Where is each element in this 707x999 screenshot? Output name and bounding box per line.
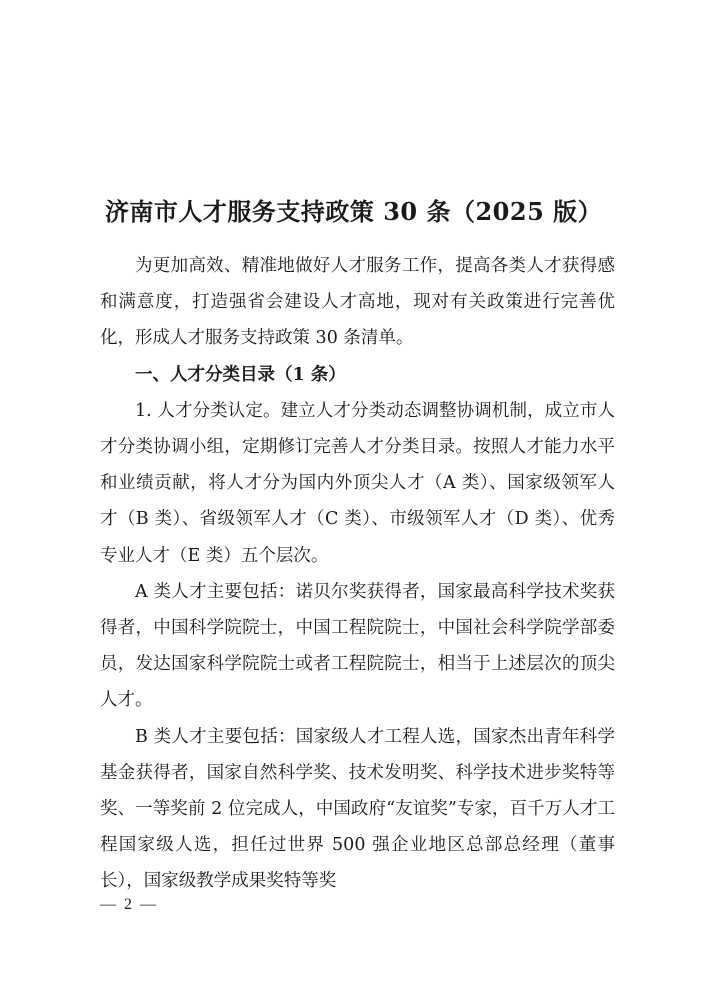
- document-title: 济南市人才服务支持政策 30 条（2025 版）: [104, 197, 603, 226]
- policy-item-paragraph: 1. 人才分类认定。建立人才分类动态调整协调机制，成立市人才分类协调小组，定期修订完善人才分类目录。按照人才能力水平和业绩贡献，将人才分为国内外顶尖人才（A 类）、国家级领军人才（B 类）、省级领军人才（C 类）、市级领军人才（D 类）、优秀专业人才（E 类）五个层次。: [100, 400, 615, 566]
- category-a-paragraph: A 类人才主要包括：诺贝尔奖获得者，国家最高科学技术奖获得者，中国科学院院士，中国工程院院士，中国社会科学院学部委员，发达国家科学院院士或者工程院院士，相当于上述层次的顶尖人才。: [100, 581, 615, 711]
- page-number: — 2 —: [100, 896, 158, 913]
- category-b-paragraph: B 类人才主要包括：国家级人才工程人选，国家杰出青年科学基金获得者，国家自然科学奖、技术发明奖、科学技术进步奖特等奖、一等奖前 2 位完成人，中国政府“友谊奖”专家，百千万人才工程国家级人选，担任过世界 500 强企业地区总部总经理（董事长），国家级教学成果奖特等奖: [100, 726, 615, 892]
- intro-paragraph: 为更加高效、精准地做好人才服务工作，提高各类人才获得感和满意度，打造强省会建设人才高地，现对有关政策进行完善优化，形成人才服务支持政策 30 条清单。: [100, 256, 615, 349]
- document-body: [100, 248, 615, 900]
- section-heading: 一、人才分类目录（1 条）: [135, 364, 346, 385]
